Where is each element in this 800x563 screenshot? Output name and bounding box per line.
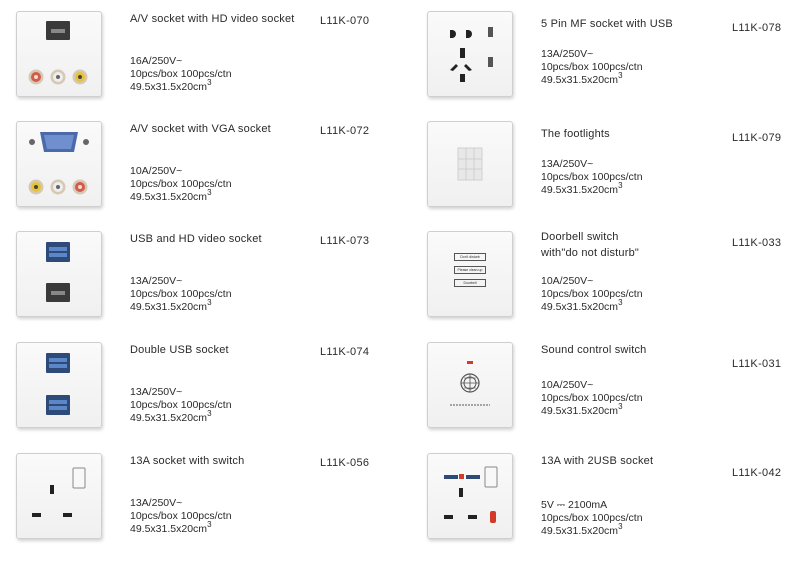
product-row: [411, 331, 800, 441]
product-specs: [541, 48, 643, 87]
product-specs: [130, 386, 232, 425]
doorbell-switch-icon: [454, 253, 486, 287]
spec-dimensions: $49.5x31.5x20cm^3$: [130, 408, 212, 424]
spec-packing: 10pcs/box 100pcs/ctn: [541, 392, 643, 404]
spec-packing: 10pcs/box 100pcs/ctn: [130, 288, 232, 300]
product-title: 5 Pin MF socket with USB: [541, 18, 673, 30]
product-specs: [541, 379, 643, 418]
spec-packing: 10pcs/box 100pcs/ctn: [541, 171, 643, 183]
uk-socket-2usb-icon: [428, 454, 512, 538]
sound-control-switch-icon: [428, 343, 512, 427]
product-specs: [130, 55, 232, 94]
uk-socket-switch-icon: [17, 454, 101, 538]
spec-rating: 16A/250V~: [130, 55, 183, 67]
product-title: 13A socket with switch: [130, 455, 245, 467]
product-title: Double USB socket: [130, 344, 229, 356]
double-usb-socket-icon: [17, 343, 101, 427]
spec-rating: 10A/250V~: [541, 275, 594, 287]
product-image: [427, 231, 513, 317]
av-vga-socket-icon: [17, 122, 101, 206]
multi-socket-usb-icon: [428, 12, 512, 96]
spec-packing: 10pcs/box 100pcs/ctn: [130, 178, 232, 190]
product-title: Sound control switch: [541, 344, 647, 356]
product-title: USB and HD video socket: [130, 233, 262, 245]
product-row: [0, 331, 400, 441]
product-row: [411, 220, 800, 330]
product-row: [411, 0, 800, 110]
spec-rating: 13A/250V~: [130, 386, 183, 398]
spec-dimensions: $49.5x31.5x20cm^3$: [541, 70, 623, 86]
spec-rating: 13A/250V~: [541, 48, 594, 60]
product-row: [0, 220, 400, 330]
product-image: [16, 342, 102, 428]
product-image: [427, 121, 513, 207]
product-title: The footlights: [541, 128, 610, 140]
product-image: [16, 231, 102, 317]
spec-dimensions: $49.5x31.5x20cm^3$: [541, 401, 623, 417]
product-code: L11K-070: [320, 15, 370, 27]
spec-packing: 10pcs/box 100pcs/ctn: [130, 510, 232, 522]
spec-rating: 13A/250V~: [541, 158, 594, 170]
spec-output: 5V ⎓ 2100mA: [541, 499, 608, 511]
product-code: L11K-033: [732, 237, 782, 249]
doorbell-label: Doorbell: [454, 279, 486, 287]
product-row: [0, 0, 400, 110]
spec-rating: 10A/250V~: [541, 379, 594, 391]
product-title: Doorbell switch with"do not disturb": [541, 231, 640, 259]
product-row: [411, 442, 800, 552]
spec-rating: 13A/250V~: [130, 275, 183, 287]
footlight-icon: [428, 122, 512, 206]
product-row: [0, 110, 400, 220]
spec-dimensions: $49.5x31.5x20cm^3$: [130, 77, 212, 93]
spec-dimensions: $49.5x31.5x20cm^3$: [130, 297, 212, 313]
product-title: 13A with 2USB socket: [541, 455, 654, 467]
product-specs: [541, 499, 643, 538]
spec-packing: 10pcs/box 100pcs/ctn: [130, 399, 232, 411]
product-code: L11K-074: [320, 346, 370, 358]
product-image: [427, 453, 513, 539]
product-code: L11K-078: [732, 22, 782, 34]
product-code: L11K-056: [320, 457, 370, 469]
usb-hdmi-socket-icon: [17, 232, 101, 316]
product-code: L11K-031: [732, 358, 782, 370]
product-specs: [541, 275, 643, 314]
product-specs: [130, 165, 232, 204]
spec-packing: 10pcs/box 100pcs/ctn: [541, 61, 643, 73]
product-row: [0, 442, 400, 552]
spec-rating: 13A/250V~: [130, 497, 183, 509]
product-specs: [541, 158, 643, 197]
product-specs: [130, 275, 232, 314]
spec-dimensions: $49.5x31.5x20cm^3$: [541, 521, 623, 537]
spec-packing: 10pcs/box 100pcs/ctn: [541, 512, 643, 524]
spec-dimensions: $49.5x31.5x20cm^3$: [130, 519, 212, 535]
product-code: L11K-042: [732, 467, 782, 479]
spec-packing: 10pcs/box 100pcs/ctn: [130, 68, 232, 80]
product-specs: [130, 497, 232, 536]
product-title: A/V socket with VGA socket: [130, 123, 271, 135]
spec-dimensions: $49.5x31.5x20cm^3$: [541, 180, 623, 196]
product-image: [16, 11, 102, 97]
product-title: A/V socket with HD video socket: [130, 13, 295, 25]
product-row: [411, 110, 800, 220]
product-image: [427, 342, 513, 428]
spec-dimensions: $49.5x31.5x20cm^3$: [541, 297, 623, 313]
product-code: L11K-073: [320, 235, 370, 247]
product-code: L11K-072: [320, 125, 370, 137]
product-code: L11K-079: [732, 132, 782, 144]
product-image: [427, 11, 513, 97]
av-hdmi-socket-icon: [17, 12, 101, 96]
product-image: [16, 453, 102, 539]
spec-rating: 10A/250V~: [130, 165, 183, 177]
spec-packing: 10pcs/box 100pcs/ctn: [541, 288, 643, 300]
please-clean-up-label: Please clean up: [454, 266, 486, 274]
do-not-disturb-label: Don't disturb: [454, 253, 486, 261]
product-image: [16, 121, 102, 207]
spec-dimensions: $49.5x31.5x20cm^3$: [130, 187, 212, 203]
